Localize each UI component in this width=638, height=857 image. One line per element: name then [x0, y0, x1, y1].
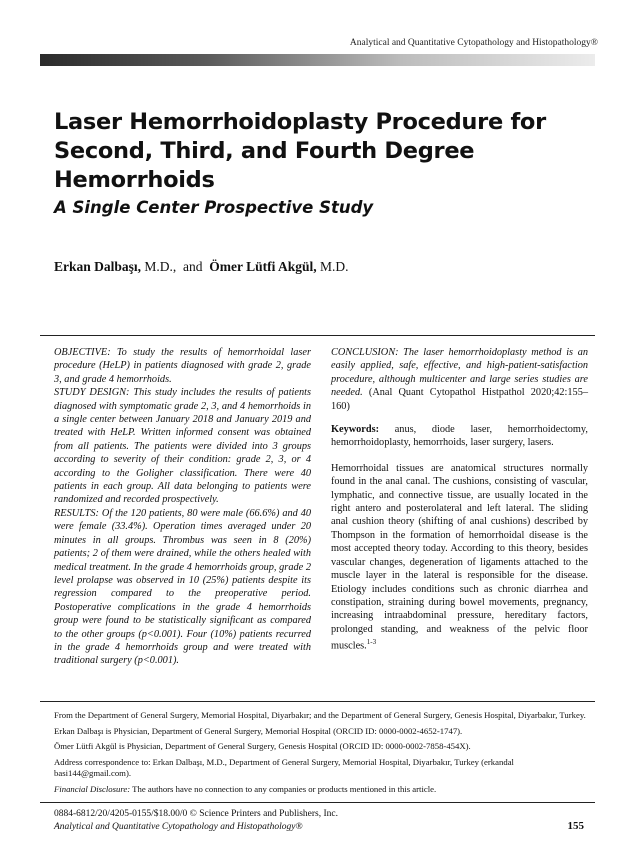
body-paragraph — [331, 462, 588, 653]
divider-top — [40, 335, 595, 336]
abstract-left-column — [54, 346, 311, 668]
footer-journal: Analytical and Quantitative Cytopathology and Histopathology® — [54, 821, 303, 832]
abstract-conclusion — [331, 346, 588, 413]
divider-bottom — [40, 802, 595, 803]
affiliation-author-2: Ömer Lütfi Akgül is Physician, Department of General Surgery, Genesis Hospital (ORCID ID: 0000-0002-7858-454X). — [54, 741, 471, 752]
author-1-name: Erkan Dalbaşı, — [54, 259, 142, 274]
body-text: Hemorrhoidal tissues are anatomical structures normally found in the anal canal. The cushions, consisting of vascular, lymphatic, and connective tissue, are usually located in the right antero and posterolateral and left lateral. The sliding anal cushion theory (shifting of anal cushions) described by Thompson in the formation of hemorrhoidal disease is the most accepted theory today. According to this theory, besides vascular changes, degeneration of ligaments attached to the muscle layer in the lateral is responsible for the disease. Etiology includes conditions such as chronic diarrhea and constipation, straining during bowel movements, pregnancy, increasing intraabdominal pressure, hereditary factors, prolonged standing, and weakness of the pelvic floor muscles. — [331, 462, 588, 652]
author-2-degree: M.D. — [316, 259, 349, 274]
abstract-study-design: STUDY DESIGN: This study includes the results of patients diagnosed with symptomatic grade 2, 3, and 4 hemorrhoids in a single center between January 2018 and January 2019 and treated with HeLP. Written informed consent was obtained from all patients. The patients were divided into 3 groups according to severity of their condition: grade 2, 3, or 4 according to the Goligher classification. There were 40 patients in each group. All data belonging to patients were randomized and recorded prospectively. — [54, 387, 311, 506]
author-1-degree: M.D., and — [141, 259, 210, 274]
article-title: Laser Hemorrhoidoplasty Procedure for Second, Third, and Fourth Degree Hemorrhoids — [54, 109, 546, 193]
page-number: 155 — [567, 820, 584, 832]
citation: (Anal Quant Cytopathol Histpathol 2020;42:155–160) — [331, 387, 588, 412]
footer — [54, 808, 338, 833]
correspondence: Address correspondence to: Erkan Dalbaşı, M.D., Department of General Surgery, Memorial Hospital, Diyarbakır, Turkey (erkandal basi144@gmail.com). — [54, 756, 514, 779]
article-subtitle: A Single Center Prospective Study — [54, 198, 374, 217]
disclosure-text: The authors have no connection to any companies or products mentioned in this article. — [130, 783, 437, 794]
conclusion-text: CONCLUSION: The laser hemorrhoidoplasty method is an easily applied, safe, effective, and high-patient-satisfaction procedure, although multicenter and large series studies are needed. — [331, 347, 588, 399]
author-2-name: Ömer Lütfi Akgül, — [209, 259, 317, 274]
affiliations-block — [54, 710, 589, 800]
abstract-results: RESULTS: Of the 120 patients, 80 were male (66.6%) and 40 were female (33.4%). Operation times averaged under 20 minutes in all groups. Thrombus was seen in 8 (20%) patients; 2 of them were drained, while the others healed with medical treatment. In the grade 4 hemorrhoids group, grade 2 level prolapse was observed in 10 (25%) patients despite its regression compared to the preoperative period. Postoperative complications in the grade 4 hemorrhoids group were found to be statistically significant as compared to the other groups (p<0.001). Four (10%) patients recurred in the grade 4 hemorrhoids group and were treated with traditional surgery (p<0.001). — [54, 507, 311, 667]
abstract-objective: OBJECTIVE: To study the results of hemorrhoidal laser procedure (HeLP) in patients diagnosed with grade 2, grade 3, and grade 4 hemorrhoids. — [54, 347, 311, 385]
keywords — [331, 423, 588, 450]
reference-superscript: 1-3 — [366, 638, 377, 647]
affiliation-author-1: Erkan Dalbaşı is Physician, Department of General Surgery, Memorial Hospital (ORCID ID: 0000-0002-4652-1747). — [54, 725, 463, 736]
keywords-list: anus, diode laser, hemorrhoidectomy, hemorrhoidoplasty, hemorrhoids, laser surgery, lasers. — [331, 424, 588, 449]
affiliation-from: From the Department of General Surgery, Memorial Hospital, Diyarbakır; and the Department of General Surgery, Genesis Hospital, Diyarbakır, Turkey. — [54, 710, 586, 720]
header-gradient-bar — [40, 54, 595, 66]
keywords-label: Keywords: — [331, 424, 380, 436]
financial-disclosure — [54, 784, 589, 796]
abstract-right-column — [331, 346, 588, 653]
footer-issn: 0884-6812/20/4205-0155/$18.00/0 © Science Printers and Publishers, Inc. — [54, 809, 339, 819]
author-line — [54, 259, 349, 275]
divider-middle — [40, 701, 595, 702]
running-head: Analytical and Quantitative Cytopathology and Histopathology® — [349, 38, 598, 48]
disclosure-label: Financial Disclosure: — [54, 783, 131, 794]
